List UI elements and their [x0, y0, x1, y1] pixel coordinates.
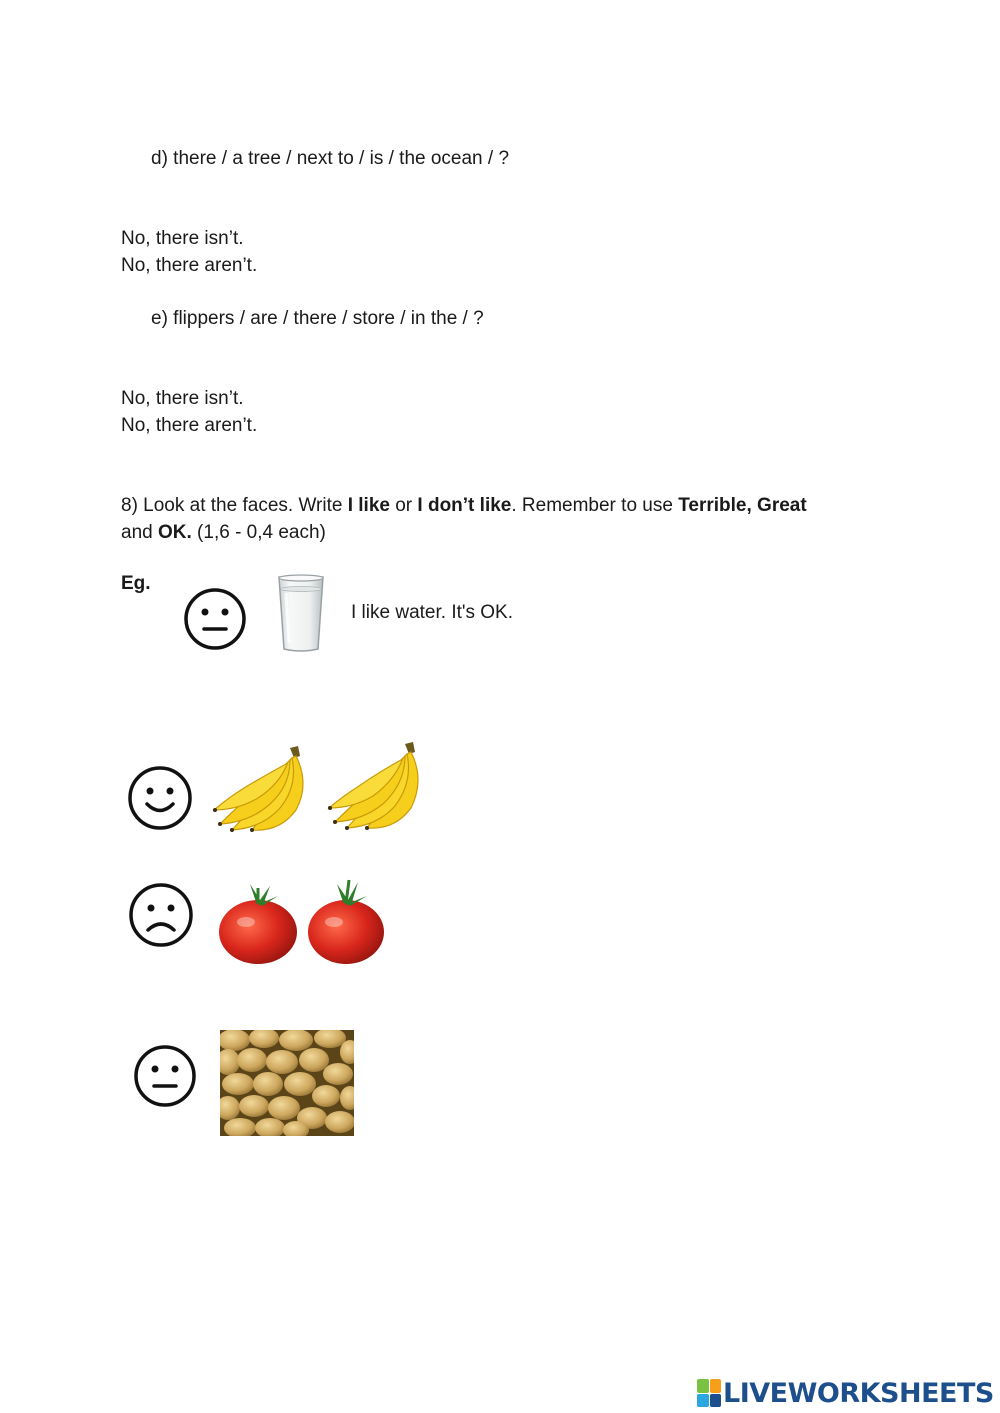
tomato-image-2 — [305, 876, 387, 966]
liveworksheets-logo-icon — [697, 1379, 721, 1407]
question-e-option-arent[interactable]: No, there aren’t. — [121, 415, 258, 436]
tomato-image-1 — [216, 878, 300, 966]
question-e-option-isnt[interactable]: No, there isn’t. — [121, 388, 244, 409]
question-d-text: d) there / a tree / next to / is / the ocean / ? — [151, 148, 510, 169]
neutral-face-icon — [133, 1044, 197, 1108]
question-d-option-isnt[interactable]: No, there isn’t. — [121, 228, 244, 249]
liveworksheets-logo-text: LIVEWORKSHEETS — [723, 1377, 994, 1409]
bananas-image-1 — [212, 744, 318, 836]
water-glass-image — [276, 573, 326, 653]
bananas-image-2 — [327, 740, 433, 834]
sad-face-icon — [128, 882, 194, 948]
potatoes-image — [220, 1030, 354, 1136]
exercise-8-instructions: 8) Look at the faces. Write I like or I don’t like. Remember to use Terrible, Great and OK. (1,6 - 0,4 each) — [121, 495, 807, 543]
happy-face-icon — [127, 765, 193, 831]
example-sentence: I like water. It's OK. — [351, 602, 514, 623]
question-e-text: e) flippers / are / there / store / in the / ? — [151, 308, 484, 329]
example-label: Eg. — [121, 573, 151, 594]
question-d-option-arent[interactable]: No, there aren’t. — [121, 255, 258, 276]
liveworksheets-logo[interactable] — [697, 1376, 994, 1410]
neutral-face-icon — [183, 587, 247, 651]
